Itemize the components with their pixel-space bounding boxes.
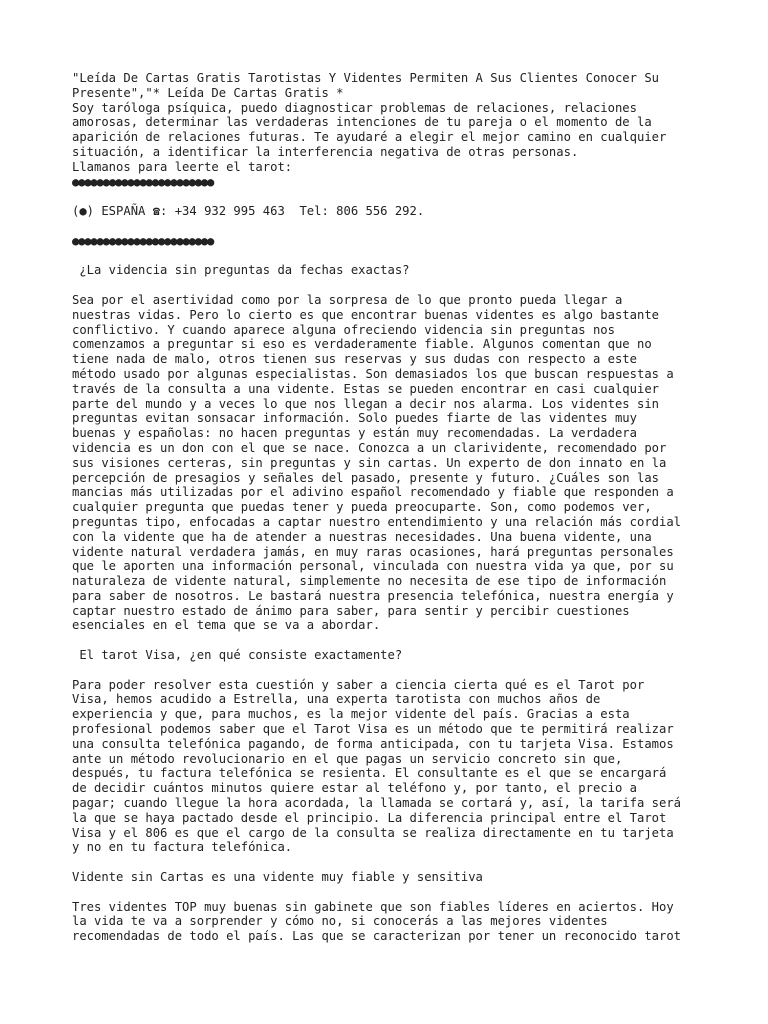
section-paragraph: [72, 293, 712, 633]
spacer: [72, 189, 712, 204]
text-line: conflictivo. Y cuando aparece alguna ofreciendo videncia sin preguntas nos: [72, 322, 615, 337]
text-line: amorosas, determinar las verdaderas intenciones de tu pareja o el momento de la: [72, 115, 652, 130]
text-line: mancias más utilizadas por el adivino español recomendado y fiable que responden a: [72, 485, 674, 500]
text-line: percepción de presagios y señales del pasado, presente y futuro. ¿Cuáles son las: [72, 470, 659, 485]
text-line: cualquier pregunta que puedas tener y pueda preocuparte. Son, como podemos ver,: [72, 500, 652, 515]
text-line: Para poder resolver esta cuestión y saber a ciencia cierta qué es el Tarot por: [72, 677, 645, 692]
section-paragraph: [72, 678, 712, 856]
section-heading: El tarot Visa, ¿en qué consiste exactamente?: [72, 648, 403, 663]
text-line: través de la consulta a una vidente. Estas se pueden encontrar en casi cualquier: [72, 381, 659, 396]
phone-line: (●) ESPAÑA ☎: +34 932 995 463 Tel: 806 556 292.: [72, 204, 425, 219]
bullet-divider: ●●●●●●●●●●●●●●●●●●●●●●●: [72, 233, 214, 248]
text-line: experiencia y que, para muchos, es la mejor vidente del país. Gracias a esta: [72, 707, 630, 722]
text-line: con la vidente que ha de atender a nuestras necesidades. Una buena vidente, una: [72, 529, 652, 544]
text-line: Presente","* Leída De Cartas Gratis *: [72, 85, 344, 100]
bullet-divider: ●●●●●●●●●●●●●●●●●●●●●●●: [72, 174, 214, 189]
text-line: recomendadas de todo el país. Las que se caracterizan por tener un reconocido tarot: [72, 929, 682, 944]
text-line: vidente natural verdadera jamás, en muy raras ocasiones, hará preguntas personales: [72, 544, 674, 559]
text-line: y no en tu factura telefónica.: [72, 840, 293, 855]
section-heading: ¿La videncia sin preguntas da fechas exactas?: [72, 263, 410, 278]
text-line: captar nuestro estado de ánimo para saber, para sentir y percibir cuestiones: [72, 603, 630, 618]
section-heading: Vidente sin Cartas es una vidente muy fiable y sensitiva: [72, 870, 483, 885]
document-page: [72, 71, 712, 944]
text-line: tiene nada de malo, otros tienen sus reservas y sus dudas con respecto a este: [72, 352, 637, 367]
text-line: buenas y españolas: no hacen preguntas y están muy recomendadas. La verdadera: [72, 426, 637, 441]
text-line: la vida te va a sorprender y cómo no, si conocerás a las mejores videntes: [72, 914, 608, 929]
text-line: la que se haya pactado desde el principio. La diferencia principal entre el Tarot: [72, 810, 667, 825]
spacer: [72, 663, 712, 678]
text-line: aparición de relaciones futuras. Te ayudaré a elegir el mejor camino en cualquier: [72, 130, 667, 145]
text-line: Tres videntes TOP muy buenas sin gabinete que son fiables líderes en aciertos. Hoy: [72, 899, 674, 914]
text-line: situación, a identificar la interferencia negativa de otras personas.: [72, 144, 579, 159]
text-line: que le aporten una información personal, vinculada con nuestra vida ya que, por su: [72, 559, 674, 574]
text-line: método usado por algunas especialistas. Son demasiados los que buscan respuestas a: [72, 366, 674, 381]
spacer: [72, 885, 712, 900]
text-line: de decidir cuántos minutos quiere estar al teléfono y, por tanto, el precio a: [72, 781, 637, 796]
text-line: Soy taróloga psíquica, puedo diagnosticar problemas de relaciones, relaciones: [72, 100, 637, 115]
text-line: preguntas tipo, enfocadas a captar nuestro entendimiento y una relación más cordial: [72, 514, 682, 529]
text-line: para saber de nosotros. Le bastará nuestra presencia telefónica, nuestra energía y: [72, 588, 674, 603]
text-line: Visa, hemos acudido a Estrella, una experta tarotista con muchos años de: [72, 692, 601, 707]
text-line: esenciales en el tema que se va a abordar.: [72, 618, 381, 633]
text-line: ante un método revolucionario en el que pagas un servicio concreto sin que,: [72, 751, 623, 766]
text-line: "Leída De Cartas Gratis Tarotistas Y Videntes Permiten A Sus Clientes Conocer Su: [72, 71, 659, 85]
spacer: [72, 855, 712, 870]
text-line: comenzamos a preguntar si eso es verdaderamente fiable. Algunos comentan que no: [72, 337, 652, 352]
text-line: Llamanos para leerte el tarot:: [72, 159, 293, 174]
text-line: una consulta telefónica pagando, de forma anticipada, con tu tarjeta Visa. Estamos: [72, 736, 674, 751]
spacer: [72, 633, 712, 648]
spacer: [72, 219, 712, 234]
text-line: después, tu factura telefónica se resienta. El consultante es el que se encargará: [72, 766, 667, 781]
text-line: nuestras vidas. Pero lo cierto es que encontrar buenas videntes es algo bastante: [72, 307, 659, 322]
text-line: sus visiones certeras, sin preguntas y sin cartas. Un experto de don innato en la: [72, 455, 667, 470]
text-line: naturaleza de vidente natural, simplemente no necesita de ese tipo de información: [72, 574, 667, 589]
text-line: Sea por el asertividad como por la sorpresa de lo que pronto pueda llegar a: [72, 292, 623, 307]
text-line: parte del mundo y a veces lo que nos llegan a decir nos alarma. Los videntes sin: [72, 396, 659, 411]
text-line: preguntas evitan sonsacar información. Solo puedes fiarte de las videntes muy: [72, 411, 637, 426]
spacer: [72, 249, 712, 264]
text-line: profesional podemos saber que el Tarot Visa es un método que te permitirá realizar: [72, 722, 674, 737]
text-line: videncia es un don con el que se nace. Conozca a un clarividente, recomendado por: [72, 440, 667, 455]
text-line: Visa y el 806 es que el cargo de la consulta se realiza directamente en tu tarjeta: [72, 825, 674, 840]
text-line: pagar; cuando llegue la hora acordada, la llamada se cortará y, así, la tarifa será: [72, 796, 682, 811]
spacer: [72, 278, 712, 293]
section-paragraph: [72, 900, 712, 944]
intro-paragraph: [72, 71, 712, 175]
